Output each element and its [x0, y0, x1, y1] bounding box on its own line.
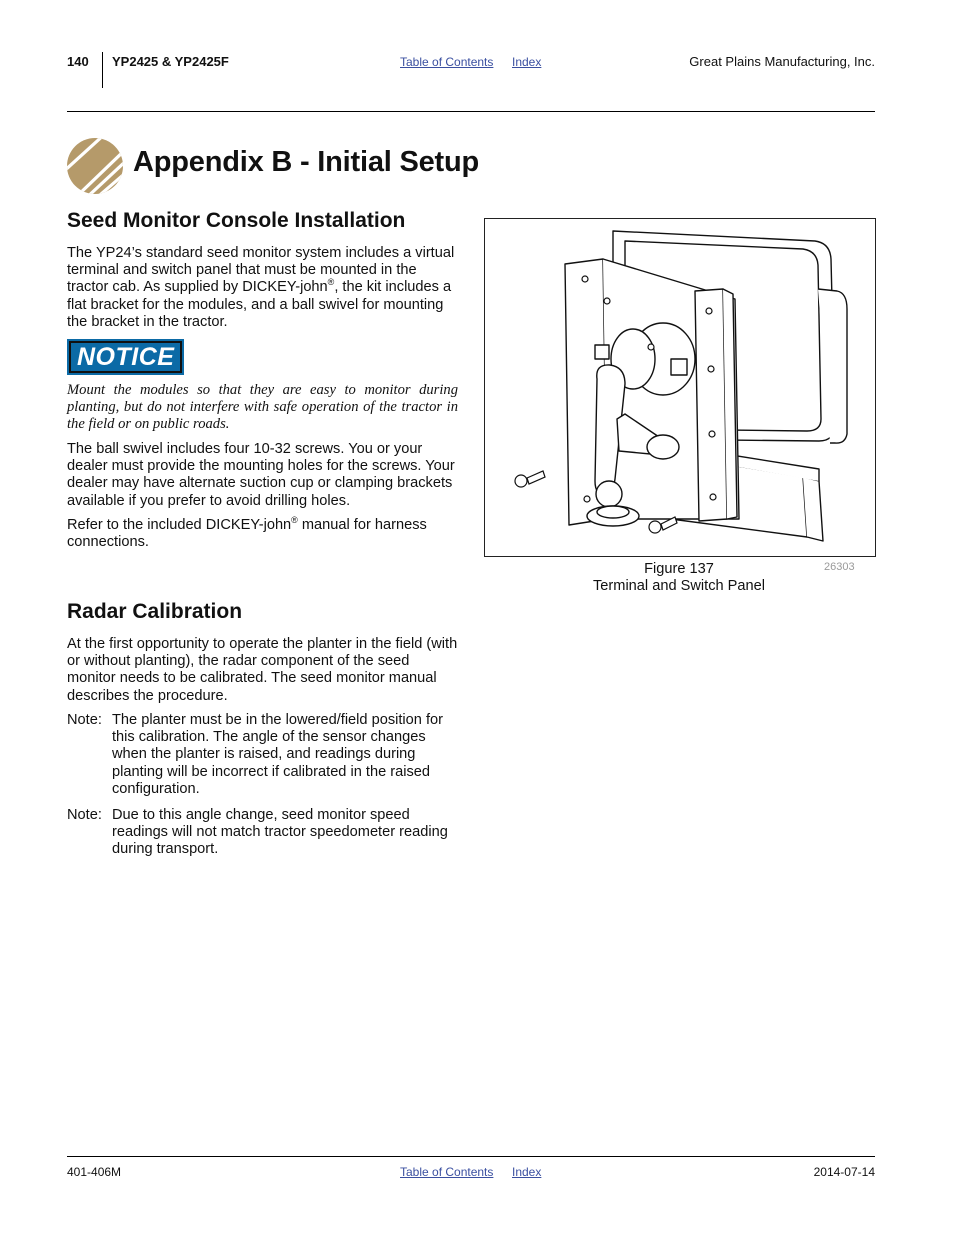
page-title: Appendix B - Initial Setup: [133, 146, 480, 178]
header-toc-link[interactable]: Table of Contents: [400, 55, 494, 69]
header-rule: [67, 111, 875, 112]
section-heading-radar: Radar Calibration: [67, 600, 243, 623]
terminal-switch-panel-figure: [484, 218, 876, 557]
figure-caption: Figure 137 Terminal and Switch Panel: [593, 561, 765, 594]
doc-number: 401-406M: [67, 1165, 122, 1179]
screws-paragraph: The ball swivel includes four 10-32 screws. You or your dealer must provide the mounting holes for the screws. Your dealer may have alternate suction cup or clamping brackets available if you prefer to avoid drilling holes.: [67, 441, 455, 509]
notice-text: Mount the modules so that they are easy to monitor during planting, but do not interfere with safe operation of the tractor in the field or on public roads.: [67, 382, 458, 432]
footer-toc-link[interactable]: Table of Contents: [400, 1165, 494, 1179]
note-lowered-position: Note: The planter must be in the lowered/field position for this calibration. The angle of the sensor changes when the planter is raised, and readings during planting will be incorrect if calibrated in the raised configuration.: [67, 712, 443, 797]
doc-date: 2014-07-14: [813, 1165, 875, 1179]
great-plains-logo-icon: [66, 137, 124, 195]
note-angle-change: Note: Due to this angle change, seed monitor speed readings will not match tractor speedometer reading during transport.: [67, 807, 448, 858]
footer-rule: [67, 1156, 875, 1157]
radar-paragraph: At the first opportunity to operate the planter in the field (with or without planting), the radar component of the seed monitor needs to be calibrated. The seed monitor manual describes the procedure.: [67, 636, 458, 704]
notice-badge: NOTICE: [69, 342, 182, 372]
page-number: 140: [67, 54, 89, 69]
company-name: Great Plains Manufacturing, Inc.: [689, 54, 875, 69]
console-intro-paragraph: The YP24’s standard seed monitor system includes a virtual terminal and switch panel that must be mounted in the tractor cab. As supplied by DICKEY-john®, the kit includes a flat bracket for the modules, and a ball swivel for mounting the bracket in the tractor.: [67, 245, 455, 330]
footer-index-link[interactable]: Index: [512, 1165, 542, 1179]
figure-image-id: 26303: [824, 561, 855, 573]
header-divider: [102, 52, 103, 88]
section-heading-console: Seed Monitor Console Installation: [67, 209, 406, 232]
model-name: YP2425 & YP2425F: [112, 54, 229, 69]
header-index-link[interactable]: Index: [512, 55, 542, 69]
harness-paragraph: Refer to the included DICKEY-john® manual for harness connections.: [67, 515, 427, 551]
terminal-illustration: [485, 219, 875, 556]
